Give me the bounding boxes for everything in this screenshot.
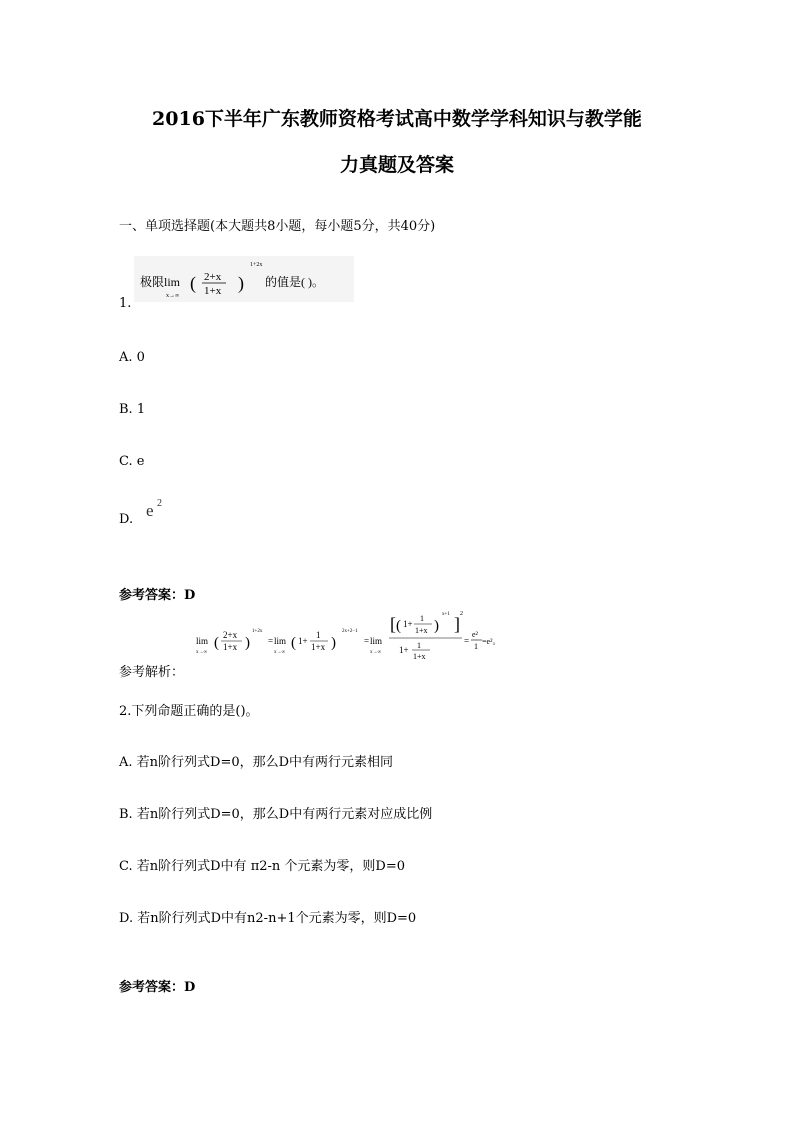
svg-text:1+: 1+: [403, 619, 413, 629]
option-label: B.: [119, 807, 133, 822]
q1-option-c: [119, 454, 144, 469]
svg-text:e: e: [146, 501, 154, 520]
svg-text:x→∞: x→∞: [370, 650, 382, 655]
svg-text:x+1: x+1: [442, 612, 450, 617]
option-label: A.: [119, 350, 133, 365]
svg-text:=: =: [364, 636, 370, 646]
svg-text:x→∞: x→∞: [274, 650, 286, 655]
svg-text:1: 1: [417, 641, 421, 650]
svg-text:lim: lim: [196, 636, 209, 646]
svg-text:e²: e²: [472, 630, 478, 639]
svg-text:1: 1: [474, 642, 478, 651]
option-text: 若n阶行列式D=0，那么D中有两行元素对应成比例: [136, 807, 433, 822]
q1-formula-num: 2+x: [204, 271, 222, 283]
option-text: 0: [136, 350, 145, 365]
q2-option-b: [119, 803, 432, 822]
svg-text:1+x: 1+x: [223, 642, 238, 652]
option-label: A.: [119, 755, 133, 770]
q1-formula-prefix: 极限: [140, 275, 165, 289]
q2-option-c: [119, 855, 405, 874]
q2-option-a: [119, 751, 393, 770]
svg-text:1+: 1+: [298, 636, 308, 646]
option-text: 若n阶行列式D=0，那么D中有两行元素相同: [136, 755, 394, 770]
svg-text:2+x: 2+x: [223, 630, 238, 640]
svg-text:1: 1: [420, 614, 424, 623]
svg-text:(: (: [190, 273, 196, 293]
svg-text:): ): [238, 273, 244, 293]
svg-text:1+x: 1+x: [415, 626, 428, 635]
page-title-line-1: 2016下半年广东教师资格考试高中数学学科知识与教学能: [152, 108, 642, 130]
option-label: B.: [119, 402, 133, 417]
option-text: e: [136, 454, 145, 469]
svg-text:]: ]: [454, 614, 460, 634]
q1-option-d-label: D.: [119, 512, 134, 527]
svg-text:=e²。: =e²。: [482, 637, 501, 646]
q1-formula-suffix: 的值是( )。: [265, 275, 324, 289]
q2-stem: 2.下列命题正确的是()。: [119, 704, 259, 719]
svg-text:): ): [434, 618, 439, 634]
svg-text:=: =: [268, 636, 274, 646]
q1-formula-den: 1+x: [204, 285, 222, 297]
svg-text:(: (: [214, 635, 219, 651]
svg-text:): ): [331, 635, 336, 651]
svg-text:lim: lim: [274, 636, 287, 646]
q2-answer: 参考答案：D: [119, 980, 196, 995]
q1-option-d-image: [145, 496, 169, 524]
option-label: C.: [119, 859, 133, 874]
option-text: 1: [136, 402, 146, 417]
q1-formula-lim: lim: [164, 275, 181, 289]
svg-text:1+x: 1+x: [413, 652, 426, 661]
svg-text:(: (: [291, 635, 296, 651]
q1-option-b: [119, 402, 145, 417]
q1-solution-image: [194, 606, 501, 668]
svg-text:1+: 1+: [399, 645, 409, 655]
page-title-line-2: 力真题及答案: [339, 154, 454, 176]
option-label: D.: [119, 911, 134, 926]
svg-text:[: [: [390, 614, 396, 634]
option-text: 若n阶行列式D中有n2-n+1个元素为零，则D=0: [137, 911, 417, 926]
q1-answer: 参考答案：D: [119, 588, 196, 603]
section-heading: 一、单项选择题(本大题共8小题，每小题5分，共40分): [119, 219, 436, 234]
svg-text:=: =: [464, 636, 470, 646]
q1-number: 1.: [119, 296, 132, 311]
svg-text:x→∞: x→∞: [196, 650, 208, 655]
q1-formula-lim-sub: x→∞: [166, 293, 180, 299]
svg-text:2: 2: [460, 611, 463, 617]
svg-text:2: 2: [157, 498, 162, 509]
svg-text:1+2x: 1+2x: [252, 629, 263, 634]
q1-formula-image: [134, 256, 354, 302]
option-text: 若n阶行列式D中有 π2-n 个元素为零，则D=0: [136, 859, 405, 874]
q1-formula-exp: 1+2x: [250, 262, 263, 268]
svg-text:1+x: 1+x: [311, 642, 326, 652]
q2-option-d: [119, 907, 416, 926]
svg-text:1: 1: [316, 630, 321, 640]
svg-text:): ): [245, 635, 250, 651]
q1-analysis-label: 参考解析：: [119, 665, 185, 680]
svg-text:lim: lim: [370, 636, 383, 646]
svg-text:(: (: [396, 618, 401, 634]
option-label: C.: [119, 454, 133, 469]
q1-option-a: [119, 350, 145, 365]
svg-text:2x+2−1: 2x+2−1: [342, 629, 358, 634]
